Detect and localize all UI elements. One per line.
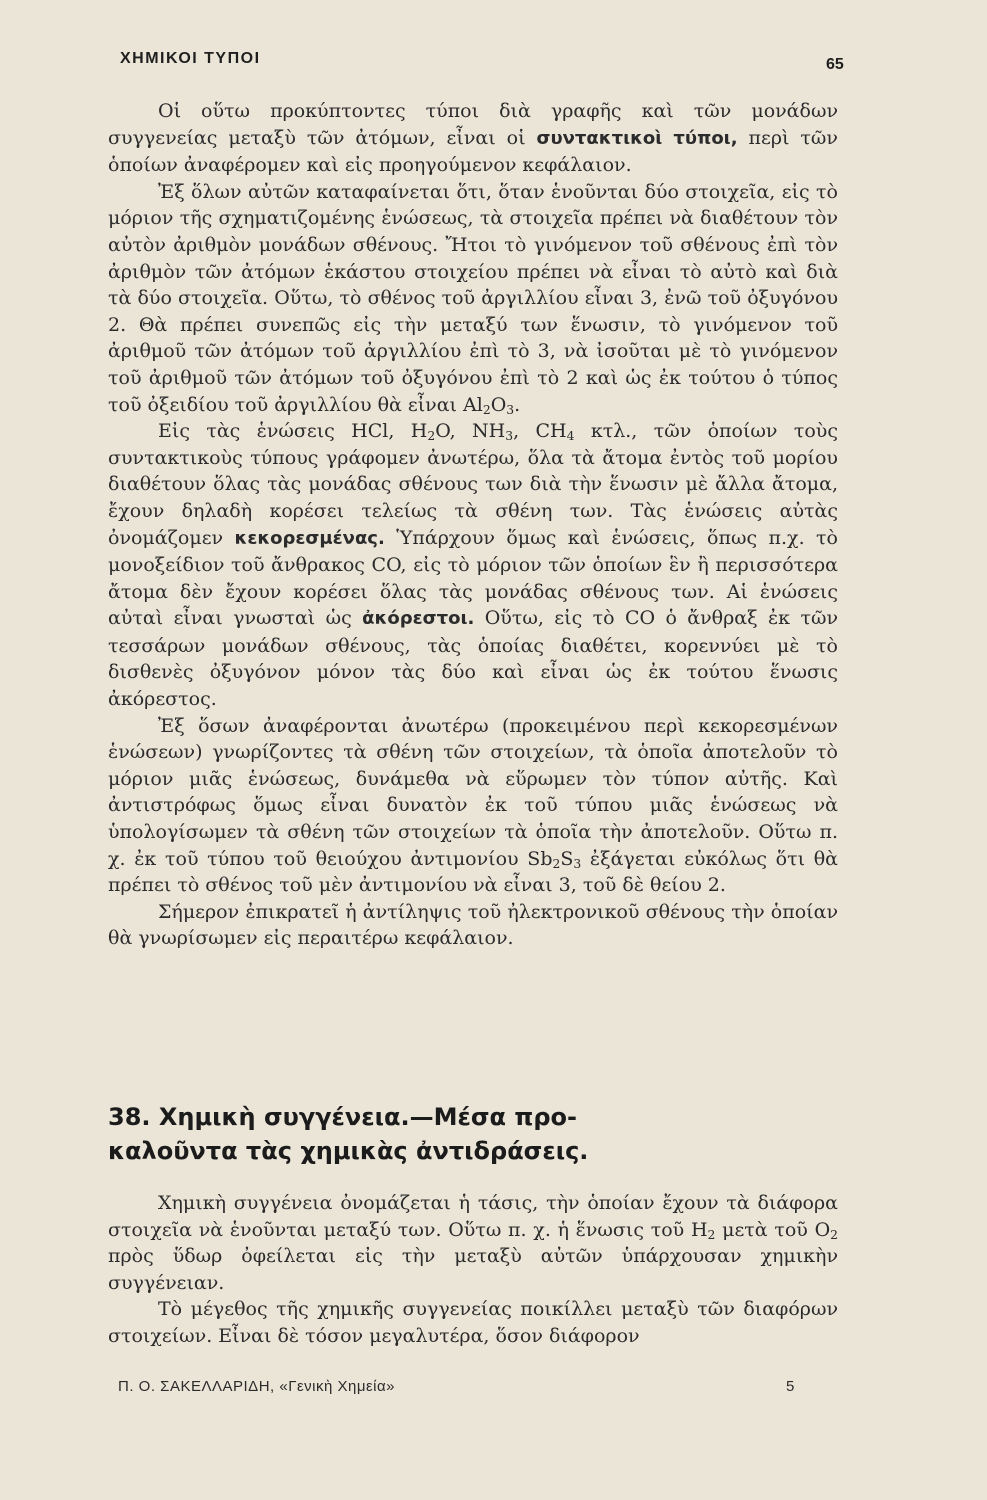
paragraph-5: Σήμερον ἐπικρατεῖ ἡ ἀντίληψις τοῦ ἠλεκτρονικοῦ σθένους τὴν ὁποίαν θὰ γνωρίσωμεν εἰς περαιτέρω κεφάλαιον. <box>108 900 838 950</box>
formula-subscript: 4 <box>566 429 575 444</box>
formula-subscript: 3 <box>505 429 514 444</box>
text-run: ἐξάγεται εὐκόλως ὅτι θὰ πρέπει τὸ σθένος τοῦ μὲν ἀντιμονίου νὰ εἶναι 3, τοῦ δὲ θείου 2. <box>108 847 839 897</box>
formula: O, NH <box>435 420 506 443</box>
formula-element: H <box>690 1218 708 1241</box>
paragraph-3 <box>108 418 838 713</box>
section-heading-line: καλοῦντα τὰς χημικὰς ἀντιδράσεις. <box>108 1137 589 1165</box>
formula-subscript: 2 <box>707 1227 716 1242</box>
formula-subscript: 2 <box>482 402 491 417</box>
paragraph-1 <box>108 98 838 179</box>
paragraph-2 <box>108 179 838 418</box>
formula: , CH <box>513 420 567 443</box>
bold-term: συντακτικοὶ τύποι, <box>536 127 738 149</box>
formula-element: S <box>560 847 574 870</box>
paragraph-4 <box>108 713 838 899</box>
formula-element: Sb <box>527 847 553 870</box>
page-number: 65 <box>826 56 844 73</box>
text-run: Ὑπάρχουν ὅμως καὶ ἑνώσεις, ὅπως π.χ. τὸ μονοξείδιον τοῦ ἄνθρακος CO, εἰς τὸ μόριον τῶν ὁποίων ἓν ἢ περισσότερα ἄτομα δὲν ἔχουν κορέσει ὅλας τὰς μονάδας σθένους των. Αἱ ἑνώσεις αὐταὶ εἶναι γνωσταὶ ὡς <box>108 526 838 630</box>
bold-term: κεκορεσμένας. <box>234 527 385 549</box>
paragraph-7: Τὸ μέγεθος τῆς χημικῆς συγγενείας ποικίλλει μεταξὺ τῶν διαφόρων στοιχείων. Εἶναι δὲ τόσον μεγαλυτέρα, ὅσον διάφορον <box>108 1298 838 1347</box>
footer-signature-number: 5 <box>786 1378 795 1395</box>
formula-element: O <box>814 1218 831 1241</box>
section-heading-line: 38. Χημικὴ συγγένεια.—Μέσα προ- <box>108 1103 577 1131</box>
text-run: Ἐξ ὅλων αὐτῶν καταφαίνεται ὅτι, ὅταν ἑνοῦνται δύο στοιχεῖα, εἰς τὸ μόριον τῆς σχηματιζομένης ἑνώσεως, τὰ στοιχεῖα πρέπει νὰ διαθέτουν τὸν αὐτὸν ἀριθμὸν μονάδων σθένους. Ἤτοι τὸ γινόμενον τοῦ σθένους ἐπὶ τὸν ἀριθμὸν τῶν ἀτόμων ἑκάστου στοιχείου πρέπει νὰ εἶναι τὸ αὐτὸ καὶ διὰ τὰ δύο στοιχεῖα. Οὕτω, τὸ σθένος τοῦ ἀργιλλίου εἶναι 3, ἐνῶ τοῦ ὀξυγόνου 2. Θὰ πρέπει συνεπῶς εἰς τὴν μεταξύ των ἕνωσιν, τὸ γινόμενον τοῦ ἀριθμοῦ τῶν ἀτόμων τοῦ ἀργιλλίου ἐπὶ τὸ 3, νὰ ἰσοῦται μὲ τὸ γινόμενον τοῦ ἀριθμοῦ τῶν ἀτόμων τοῦ ὀξυγόνου ἐπὶ τὸ 2 καὶ ὡς ἐκ τούτου ὁ τύπος τοῦ ὀξειδίου τοῦ ἀργιλλίου θὰ εἶναι <box>108 180 838 416</box>
footer-signature: Π. Ο. ΣΑΚΕΛΛΑΡΙΔΗ, «Γενικὴ Χημεία» <box>118 1378 396 1395</box>
formula-subscript: 2 <box>427 429 436 444</box>
main-text <box>108 98 838 952</box>
running-title: ΧΗΜΙΚΟΙ ΤΥΠΟΙ <box>120 50 261 67</box>
formula-subscript: 2 <box>830 1227 839 1242</box>
text-run: πρὸς ὕδωρ ὀφείλεται εἰς τὴν μεταξὺ αὐτῶν ὑπάρχουσαν χημικὴν συγγένειαν. <box>108 1245 838 1294</box>
formula-subscript: 3 <box>506 402 515 417</box>
formula-element: O <box>490 393 507 416</box>
text-run: Ἐξ ὅσων ἀναφέρονται ἀνωτέρω (προκειμένου περὶ κεκορεσμένων ἑνώσεων) γνωρίζοντες τὰ σθένη τῶν στοιχείων, τὰ ὁποῖα ἀποτελοῦν τὸ μόριον μιᾶς ἑνώσεως, δυνάμεθα νὰ εὕρωμεν τὸν τύπον αὐτῆς. Καὶ ἀντιστρόφως ὅμως εἶναι δυνατὸν ἐκ τοῦ τύπου μιᾶς ἑνώσεως νὰ ὑπολογίσωμεν τὰ σθένη τῶν στοιχείων τὰ ὁποῖα τὴν ἀποτελοῦν. Οὕτω π. χ. ἐκ τοῦ τύπου τοῦ θειούχου ἀντιμονίου <box>108 714 838 870</box>
formula-subscript: 2 <box>552 856 561 871</box>
text-run: . <box>514 393 521 416</box>
text-run: Εἰς τὰς ἑνώσεις <box>158 420 352 443</box>
bold-term: ἀκόρεστοι. <box>362 608 475 630</box>
text-run: Χημικὴ συγγένεια ὀνομάζεται ἡ τάσις, τὴν ὁποίαν ἔχουν τὰ διάφορα στοιχεῖα νὰ ἑνοῦνται μεταξύ των. Οὕτω π. χ. ἡ ἕνωσις τοῦ <box>108 1192 838 1241</box>
text-run: κτλ., τῶν ὁποίων τοὺς συντακτικοὺς τύπους γράφομεν ἀνωτέρω, ὅλα τὰ ἄτομα ἐντὸς τοῦ μορίου διαθέτουν ὅλας τὰς μονάδας σθένους των διὰ τὴν ἕνωσιν μὲ ἄλλα ἄτομα, ἔχουν δηλαδὴ κορέσει τελείως τὰ σθένη των. Τὰς ἑνώσεις αὐτὰς ὀνομάζομεν <box>108 420 838 549</box>
paragraph-6 <box>108 1190 838 1296</box>
text-run: περὶ τῶν ὁποίων ἀναφέρομεν καὶ εἰς προηγούμενον κεφάλαιον. <box>108 126 838 177</box>
section-text <box>108 1190 838 1350</box>
formula: HCl, H <box>351 420 428 443</box>
text-run: μετὰ τοῦ <box>715 1218 815 1241</box>
text-run: Οὕτω, εἰς τὸ CO ὁ ἄνθραξ ἐκ τῶν τεσσάρων μονάδων σθένους, τὰς ὁποίας διαθέτει, κορεννύει μὲ τὸ δισθενὲς ὀξυγόνον μόνον τὰς δύο καὶ εἶναι ὡς ἐκ τούτου ἕνωσις ἀκόρεστος. <box>108 607 838 711</box>
section-heading <box>108 1100 668 1168</box>
text-run: Οἱ οὕτω προκύπτοντες τύποι διὰ γραφῆς καὶ τῶν μονάδων συγγενείας μεταξὺ τῶν ἀτόμων, εἶναι οἱ <box>108 100 838 149</box>
formula-subscript: 3 <box>573 856 582 871</box>
formula-element: Al <box>463 393 483 416</box>
